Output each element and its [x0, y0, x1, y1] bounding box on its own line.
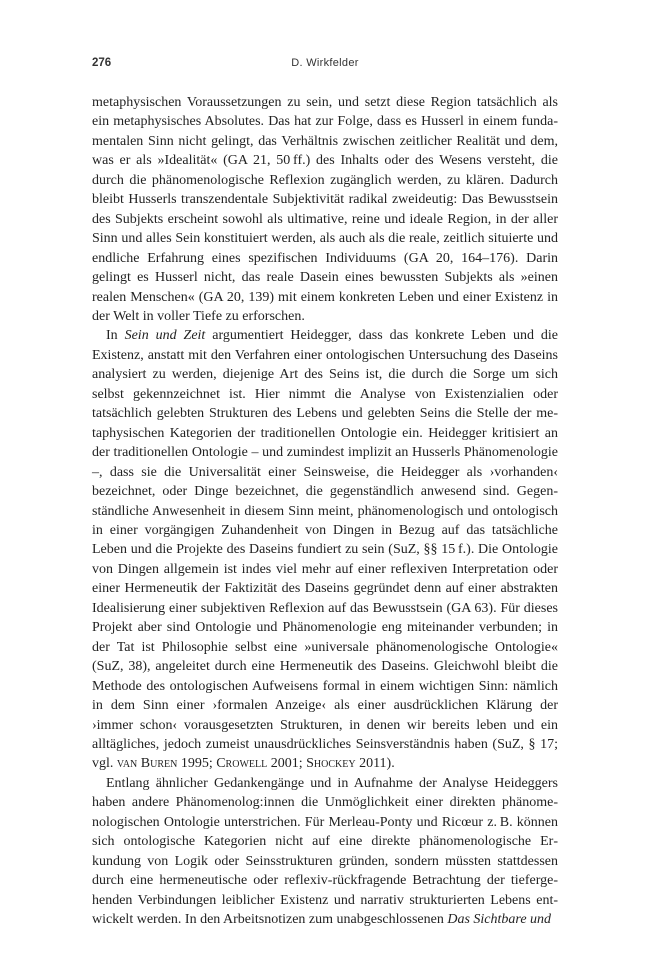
paragraph	[92, 93, 558, 326]
citation-author: Shockey	[306, 756, 356, 772]
text-run: 1995;	[177, 756, 217, 772]
italic-title: Das Sichtbare und	[447, 912, 552, 928]
page-number: 276	[92, 57, 112, 69]
text-run: metaphysischen Voraussetzungen zu sein, und setzt diese Region tatsächlich als ein metaphysisches Absolutes. Das hat zur Folge, dass es Husserl in einem fundamentalen Sinn nicht gelingt, das Verhältnis zwischen zeitlicher Realität und dem, was er als »Idealität« (GA 21, 50 ff.) des Inhalts oder des Wesens versteht, die durch die phänomenologische Reflexion zugänglich werden, zu klären. Dadurch bleibt Husserls transzendentale Subjektivität radikal zweideutig: Das Bewusstsein des Subjekts erscheint sowohl als ultimative, reine und ideale Region, in der aller Sinn und alles Sein konstituiert werden, als auch als die reale, zeitlich situierte und endliche Erfahrung eines spezifischen Individuums (GA 20, 164–176). Darin gelingt es Husserl nicht, das reale Dasein eines bewussten Subjekts als »einen realen Menschen« (GA 20, 139) mit einem konkreten Leben und einer Existenz in der Welt in voller Tiefe zu erforschen.	[92, 95, 558, 324]
text-run: In	[106, 328, 125, 344]
text-run: Entlang ähnlicher Gedankengänge und in Aufnahme der Analyse Heideggers haben andere Phänomenolog:innen die Unmöglichkeit einer direkten phänomenologischen Ontologie unterstrichen. Für Merleau-Ponty und Ricœur z. B. können sich ontologische Kategorien nicht auf eine direkte phänomenologische Erkundung von Logik oder Seinsstrukturen gründen, sondern müssten stattdessen durch eine hermeneutische oder reflexiv-rückfragende Betrachtung der tiefergehenden Verbindungen leiblicher Existenz und narrativ strukturierten Lebens entwickelt werden. In den Arbeitsnotizen zum unabgeschlossenen	[92, 775, 558, 928]
paragraph	[92, 774, 558, 930]
text-run: 2001;	[267, 756, 307, 772]
citation-author: Crowell	[216, 756, 268, 772]
running-head-author: D. Wirkfelder	[291, 57, 359, 69]
text-run: 2011).	[355, 756, 395, 772]
italic-title: Sein und Zeit	[124, 328, 206, 344]
text-run: argumentiert Heidegger, dass das konkrete Leben und die Existenz, anstatt mit den Verfahren einer ontologischen Untersuchung des Daseins analysiert zu werden, diejenige Art des Seins ist, die durch die Sorge um sich selbst gekennzeichnet ist. Hier nimmt die Analyse von Existenzialien oder tatsächlich gelebten Strukturen des Lebens und gelebten Seins die Stelle der metaphysischen Kategorien der traditionellen Ontologie ein. Heidegger kritisiert an der traditionellen Ontologie – und zumindest implizit an Husserls Phänomenologie –, dass sie die Universalität einer Seinsweise, die Heidegger als ›vorhanden‹ bezeichnet, oder Dinge bezeichnet, die gegenständlich anwesend sind. Gegenständliche Anwesenheit in diesem Sinn meint, phänomenologisch und ontologisch in einer vorgängigen Zuhandenheit von Dingen in Bezug auf das tatsächliche Leben und die Projekte des Daseins fundiert zu sein (SuZ, §§ 15 f.). Die Ontologie von Dingen allgemein ist indes viel mehr auf einer reflexiven Interpretation oder einer Hermeneutik der Faktizität des Daseins gegründet denn auf einer abstrakten Idealisierung einer subjektiven Reflexion auf das Bewusstsein (GA 63). Für dieses Projekt aber sind Ontologie und Phänomenologie eng miteinander verbunden; in der Tat ist Philosophie selbst eine »universale phänomenologische Ontologie« (SuZ, 38), angeleitet durch eine Hermeneutik des Daseins. Gleichwohl bleibt die Methode des ontologischen Aufweisens formal in einem wichtigen Sinn: nämlich in dem Sinn einer ›formalen Anzeige‹ als einer ausdrücklichen Klärung der ›immer schon‹ vorausgesetzten Strukturen, in denen wir bereits leben und ein alltägliches, jedoch zumeist unausdrückliches Seinsverständnis haben (SuZ, § 17; vgl.	[92, 328, 558, 772]
paragraph	[92, 326, 558, 773]
page-header	[92, 57, 558, 73]
citation-author: van Buren	[116, 756, 178, 772]
body-text	[92, 93, 558, 929]
